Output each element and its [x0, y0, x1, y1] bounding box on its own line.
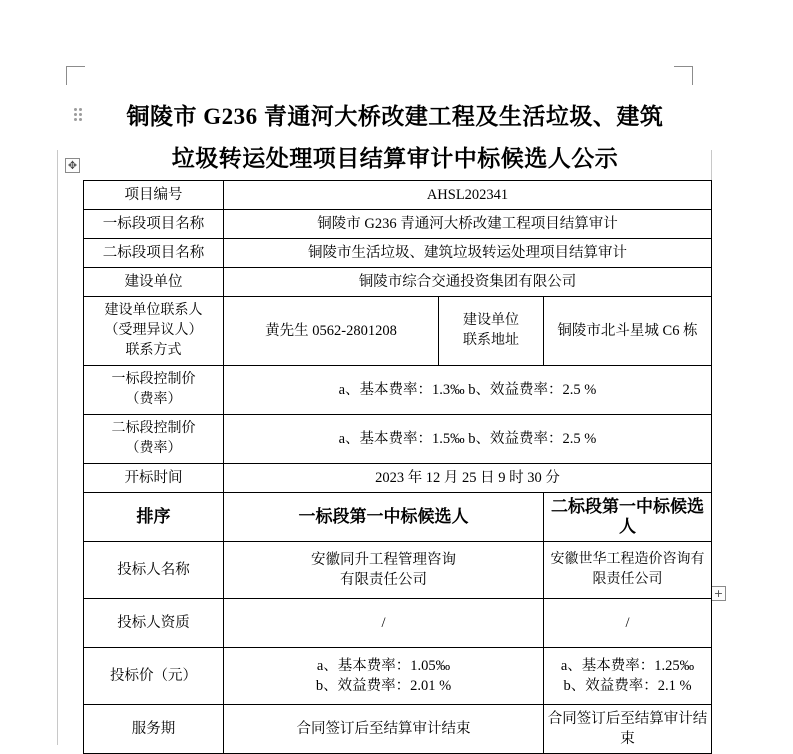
row-value-project-code: AHSL202341 — [224, 181, 712, 210]
table-row — [84, 415, 712, 464]
bid-price-lot1-line-1: a、基本费率：1.05‰ — [316, 658, 451, 674]
margin-guide-left — [57, 150, 58, 745]
row-value-bid-price-lot2 — [544, 648, 712, 705]
bid-price-lot2-line-1: a、基本费率：1.25‰ — [560, 658, 695, 674]
row-value-lot2-ceiling: a、基本费率：1.5‰ b、效益费率：2.5 % — [224, 415, 712, 464]
row-value-qualification-lot2: / — [544, 599, 712, 648]
row-label-lot1-name: 一标段项目名称 — [84, 210, 224, 239]
header-rank: 排序 — [84, 493, 224, 542]
lot2-ceiling-label-line-2: （费率） — [125, 441, 182, 456]
table-move-handle[interactable]: ✥ — [65, 158, 80, 173]
row-label-lot2-ceiling — [84, 415, 224, 464]
page-title — [95, 96, 695, 180]
margin-corner-top-right — [674, 66, 693, 85]
row-label-owner-address — [439, 297, 544, 366]
row-value-service-period-lot1: 合同签订后至结算审计结束 — [224, 705, 544, 754]
table-row — [84, 648, 712, 705]
row-label-bidder-qualification: 投标人资质 — [84, 599, 224, 648]
row-value-lot1-name: 铜陵市 G236 青通河大桥改建工程项目结算审计 — [224, 210, 712, 239]
row-label-project-code: 项目编号 — [84, 181, 224, 210]
row-label-bidder-name: 投标人名称 — [84, 542, 224, 599]
row-label-lot2-name: 二标段项目名称 — [84, 239, 224, 268]
row-value-qualification-lot1: / — [224, 599, 544, 648]
header-lot1-first-candidate: 一标段第一中标候选人 — [224, 493, 544, 542]
paragraph-grip-icon — [74, 108, 84, 124]
lot2-ceiling-label-line-1: 二标段控制价 — [111, 421, 196, 436]
owner-address-label-line-1: 建设单位 — [463, 313, 519, 328]
margin-corner-top-left — [66, 66, 85, 85]
table-row — [84, 181, 712, 210]
owner-address-label-line-2: 联系地址 — [463, 333, 519, 348]
row-label-bid-price: 投标价（元） — [84, 648, 224, 705]
row-label-lot1-ceiling — [84, 366, 224, 415]
table-header-row — [84, 493, 712, 542]
row-label-bid-open-time: 开标时间 — [84, 464, 224, 493]
owner-contact-label-line-2: （受理异议人） — [104, 323, 203, 338]
row-value-bidder-name-lot2: 安徽世华工程造价咨询有限责任公司 — [544, 542, 712, 599]
bidder-name-lot1-line-1: 安徽同升工程管理咨询 — [311, 552, 456, 568]
row-label-owner-contact — [84, 297, 224, 366]
lot1-ceiling-label-line-2: （费率） — [125, 392, 182, 407]
lot1-ceiling-label-line-1: 一标段控制价 — [111, 372, 196, 387]
table-row — [84, 542, 712, 599]
row-value-bidder-name-lot1 — [224, 542, 544, 599]
page-title-line-2: 垃圾转运处理项目结算审计中标候选人公示 — [171, 146, 619, 171]
owner-contact-label-line-3: 联系方式 — [125, 343, 182, 358]
table-row — [84, 210, 712, 239]
table-resize-handle[interactable]: + — [711, 586, 726, 601]
header-lot2-first-candidate: 二标段第一中标候选人 — [544, 493, 712, 542]
table-row — [84, 599, 712, 648]
table-row — [84, 268, 712, 297]
table-row — [84, 705, 712, 754]
page-title-line-1: 铜陵市 G236 青通河大桥改建工程及生活垃圾、建筑 — [126, 104, 664, 129]
row-value-lot2-name: 铜陵市生活垃圾、建筑垃圾转运处理项目结算审计 — [224, 239, 712, 268]
table-row — [84, 366, 712, 415]
table-row — [84, 239, 712, 268]
row-value-owner: 铜陵市综合交通投资集团有限公司 — [224, 268, 712, 297]
row-label-owner: 建设单位 — [84, 268, 224, 297]
owner-contact-label-line-1: 建设单位联系人 — [104, 303, 203, 318]
row-value-owner-contact: 黄先生 0562-2801208 — [224, 297, 439, 366]
table-row — [84, 464, 712, 493]
bidder-name-lot1-line-2: 有限责任公司 — [340, 572, 427, 588]
row-value-bid-price-lot1 — [224, 648, 544, 705]
row-value-bid-open-time: 2023 年 12 月 25 日 9 时 30 分 — [224, 464, 712, 493]
row-value-owner-address: 铜陵市北斗星城 C6 栋 — [544, 297, 712, 366]
announcement-table — [83, 180, 712, 754]
row-value-service-period-lot2: 合同签订后至结算审计结束 — [544, 705, 712, 754]
bid-price-lot2-line-2: b、效益费率：2.1 % — [563, 678, 692, 694]
bid-price-lot1-line-2: b、效益费率：2.01 % — [315, 678, 452, 694]
row-label-service-period: 服务期 — [84, 705, 224, 754]
table-row — [84, 297, 712, 366]
row-value-lot1-ceiling: a、基本费率：1.3‰ b、效益费率：2.5 % — [224, 366, 712, 415]
